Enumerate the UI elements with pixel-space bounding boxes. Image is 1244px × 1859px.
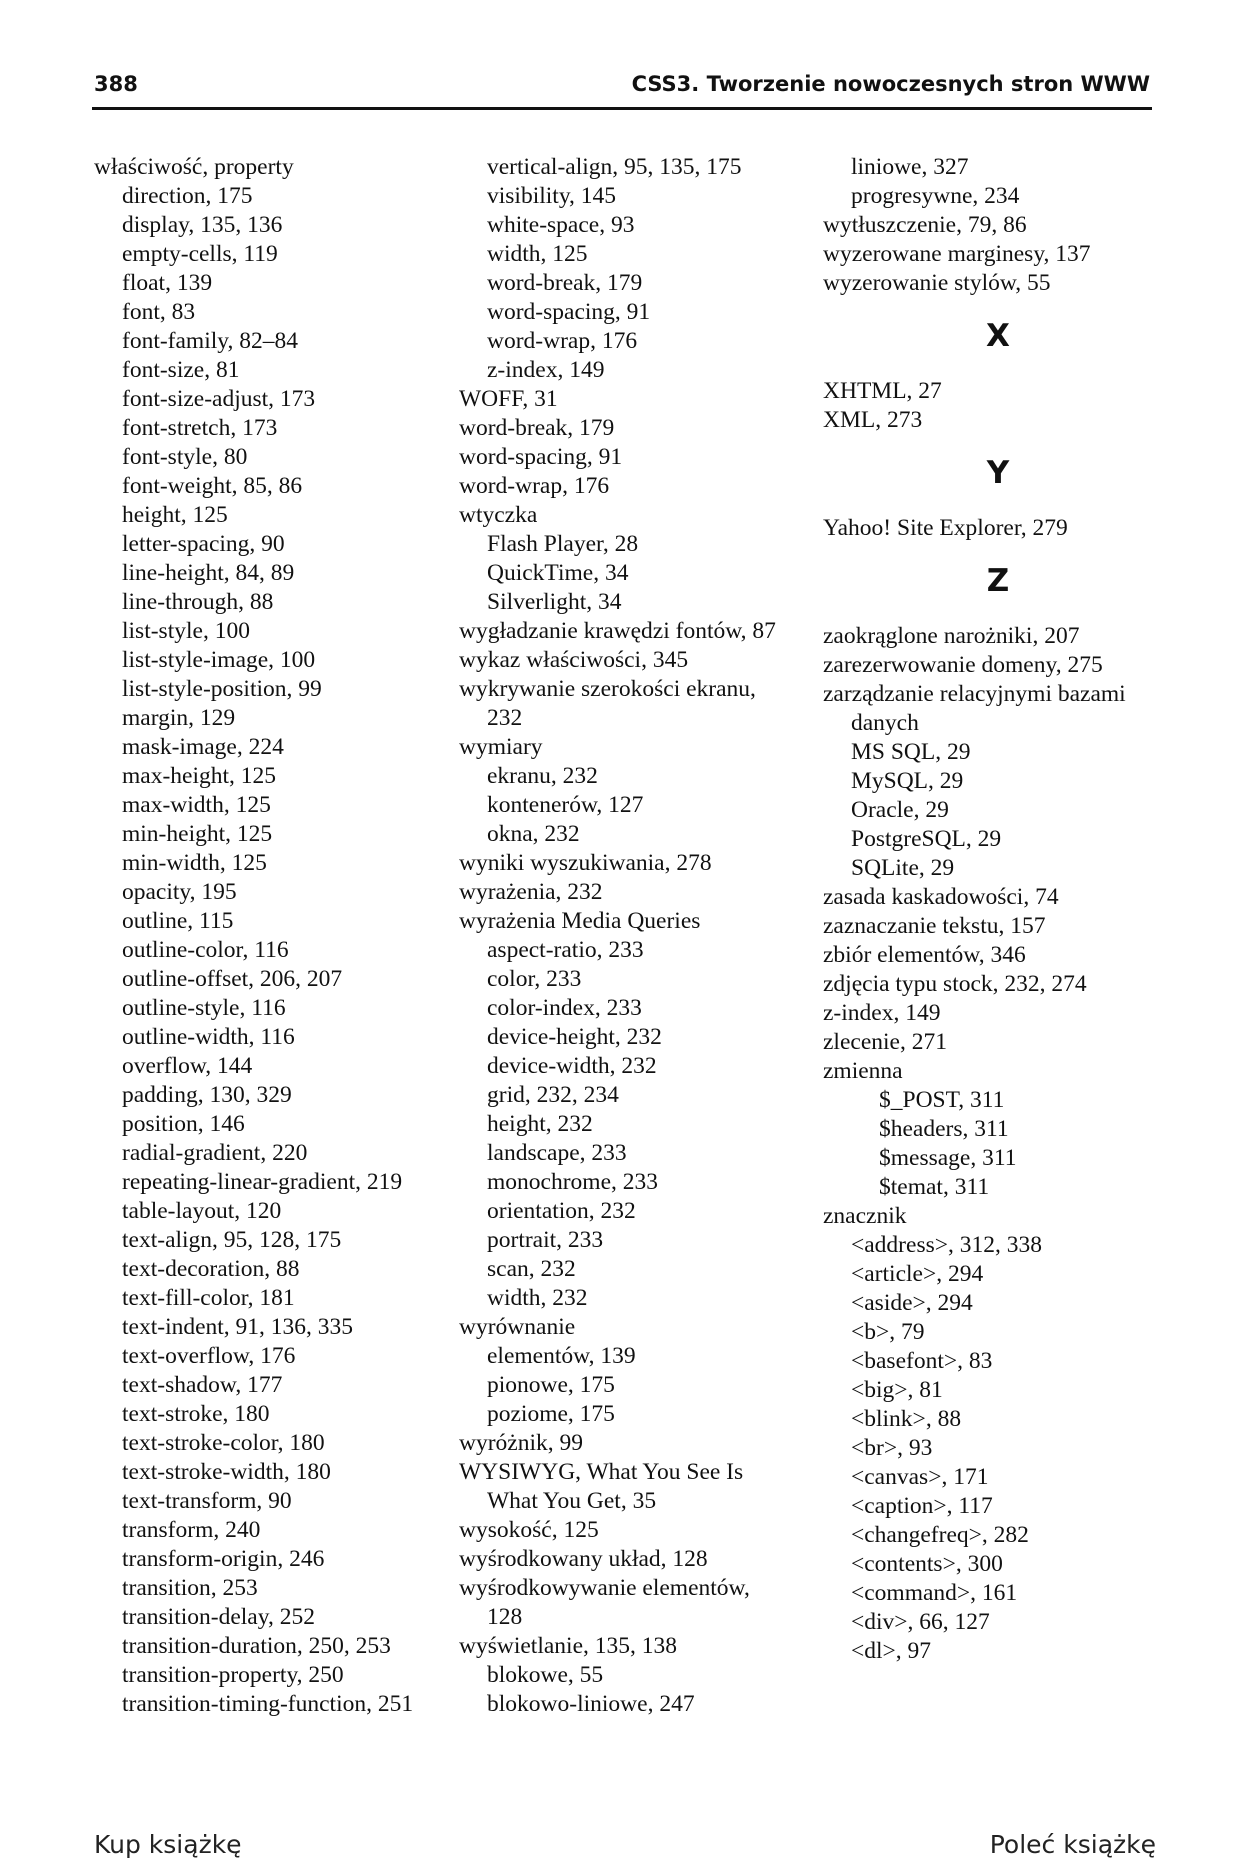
index-subentry: font-size-adjust, 173 [122,386,316,412]
index-subentry: MySQL, 29 [851,768,964,794]
index-entry: z-index, 149 [823,1000,941,1026]
index-subentry: text-overflow, 176 [122,1343,296,1369]
index-subentry: poziome, 175 [487,1401,615,1427]
index-subentry: text-shadow, 177 [122,1372,283,1398]
index-subentry: text-transform, 90 [122,1488,292,1514]
header-rule [92,107,1152,110]
index-subentry: transform, 240 [122,1517,261,1543]
index-subentry: $headers, 311 [879,1116,1009,1142]
index-subentry: word-break, 179 [487,270,643,296]
index-subentry: height, 125 [122,502,228,528]
index-subentry: text-stroke-color, 180 [122,1430,325,1456]
index-subentry: PostgreSQL, 29 [851,826,1002,852]
index-subentry: height, 232 [487,1111,593,1137]
index-entry: wyrażenia Media Queries [459,908,701,934]
index-subentry: outline-offset, 206, 207 [122,966,343,992]
index-subentry: text-stroke, 180 [122,1401,270,1427]
index-entry: wygładzanie krawędzi fontów, 87 [459,618,776,644]
index-subentry: landscape, 233 [487,1140,627,1166]
index-subentry: scan, 232 [487,1256,576,1282]
index-subentry: vertical-align, 95, 135, 175 [487,154,742,180]
book-title: CSS3. Tworzenie nowoczesnych stron WWW [631,72,1150,96]
index-subentry: font-stretch, 173 [122,415,278,441]
index-subentry: direction, 175 [122,183,253,209]
index-entry: XHTML, 27 [823,378,942,404]
index-subentry: text-indent, 91, 136, 335 [122,1314,354,1340]
index-entry: wyśrodkowywanie elementów, [459,1575,750,1601]
index-entry: wymiary [459,734,543,760]
index-entry: wytłuszczenie, 79, 86 [823,212,1027,238]
index-entry: zarządzanie relacyjnymi bazami [823,681,1126,707]
index-subentry: word-wrap, 176 [487,328,638,354]
index-subentry: portrait, 233 [487,1227,604,1253]
index-subentry: text-fill-color, 181 [122,1285,295,1311]
index-subentry: margin, 129 [122,705,236,731]
index-subentry: transition, 253 [122,1575,258,1601]
index-subentry: 232 [487,705,523,731]
index-subentry: width, 125 [487,241,588,267]
buy-book-link[interactable]: Kup książkę [94,1830,242,1859]
index-subentry: pionowe, 175 [487,1372,615,1398]
index-subentry: ekranu, 232 [487,763,598,789]
index-entry: zbiór elementów, 346 [823,942,1026,968]
index-subentry: color-index, 233 [487,995,642,1021]
index-subentry: max-height, 125 [122,763,277,789]
index-subentry: text-align, 95, 128, 175 [122,1227,342,1253]
index-subentry: padding, 130, 329 [122,1082,292,1108]
index-subentry: Flash Player, 28 [487,531,639,557]
index-entry: word-wrap, 176 [459,473,610,499]
index-subentry: device-width, 232 [487,1053,657,1079]
index-subentry: <canvas>, 171 [851,1464,989,1490]
index-entry: wyrównanie [459,1314,576,1340]
index-subentry: okna, 232 [487,821,580,847]
index-column-3 [823,153,1153,1666]
index-subentry: monochrome, 233 [487,1169,658,1195]
index-entry: Yahoo! Site Explorer, 279 [823,515,1068,541]
index-subentry: QuickTime, 34 [487,560,629,586]
index-subentry: outline-width, 116 [122,1024,295,1050]
index-subentry: elementów, 139 [487,1343,636,1369]
index-subentry: <aside>, 294 [851,1290,973,1316]
index-entry: wyróżnik, 99 [459,1430,584,1456]
index-subentry: outline-style, 116 [122,995,286,1021]
index-subentry: $temat, 311 [879,1174,990,1200]
index-subentry: font-size, 81 [122,357,240,383]
index-subentry: outline, 115 [122,908,234,934]
index-subentry: table-layout, 120 [122,1198,282,1224]
index-subentry: overflow, 144 [122,1053,253,1079]
index-subentry: orientation, 232 [487,1198,636,1224]
section-letter: Y [986,455,1010,491]
index-subentry: z-index, 149 [487,357,605,383]
index-subentry: float, 139 [122,270,213,296]
index-subentry: <caption>, 117 [851,1493,993,1519]
index-subentry: text-stroke-width, 180 [122,1459,331,1485]
index-subentry: <big>, 81 [851,1377,943,1403]
index-entry: zarezerwowanie domeny, 275 [823,652,1103,678]
index-subentry: <article>, 294 [851,1261,984,1287]
footer-recommend-link[interactable] [990,1830,1156,1859]
index-subentry: $message, 311 [879,1145,1017,1171]
index-subentry: radial-gradient, 220 [122,1140,308,1166]
index-subentry: min-width, 125 [122,850,267,876]
index-subentry: word-spacing, 91 [487,299,651,325]
index-subentry: aspect-ratio, 233 [487,937,644,963]
index-entry: zmienna [823,1058,903,1084]
index-subentry: font-family, 82–84 [122,328,298,354]
index-entry: wyśrodkowany układ, 128 [459,1546,708,1572]
index-subentry: letter-spacing, 90 [122,531,285,557]
index-subentry: grid, 232, 234 [487,1082,619,1108]
index-subentry: Oracle, 29 [851,797,949,823]
index-subentry: list-style-position, 99 [122,676,322,702]
index-entry: wyrażenia, 232 [459,879,603,905]
index-subentry: blokowe, 55 [487,1662,604,1688]
index-subentry: repeating-linear-gradient, 219 [122,1169,403,1195]
index-subentry: max-width, 125 [122,792,271,818]
index-subentry: opacity, 195 [122,879,237,905]
index-subentry: list-style, 100 [122,618,250,644]
index-subentry: font, 83 [122,299,196,325]
index-entry: znacznik [823,1203,907,1229]
index-subentry: list-style-image, 100 [122,647,316,673]
index-entry: zaokrąglone narożniki, 207 [823,623,1080,649]
index-subentry: 128 [487,1604,523,1630]
index-subentry: font-style, 80 [122,444,248,470]
index-subentry: liniowe, 327 [851,154,969,180]
index-entry: XML, 273 [823,407,923,433]
index-subentry: <changefreq>, 282 [851,1522,1029,1548]
index-subentry: device-height, 232 [487,1024,662,1050]
index-entry: wyniki wyszukiwania, 278 [459,850,712,876]
index-subentry: transform-origin, 246 [122,1546,325,1572]
index-subentry: line-through, 88 [122,589,274,615]
index-entry: zasada kaskadowości, 74 [823,884,1059,910]
index-subentry: empty-cells, 119 [122,241,278,267]
index-entry: zlecenie, 271 [823,1029,947,1055]
index-subentry: MS SQL, 29 [851,739,971,765]
index-entry: wysokość, 125 [459,1517,599,1543]
index-subentry: kontenerów, 127 [487,792,644,818]
index-entry: WYSIWYG, What You See Is [459,1459,744,1485]
index-subentry: blokowo-liniowe, 247 [487,1691,695,1717]
index-subentry: SQLite, 29 [851,855,955,881]
index-subentry: What You Get, 35 [487,1488,657,1514]
index-subentry: white-space, 93 [487,212,635,238]
index-entry: zaznaczanie tekstu, 157 [823,913,1046,939]
index-subentry: transition-property, 250 [122,1662,344,1688]
index-subentry: text-decoration, 88 [122,1256,300,1282]
index-subentry: color, 233 [487,966,582,992]
index-entry: właściwość, property [94,154,294,180]
index-subentry: <div>, 66, 127 [851,1609,990,1635]
index-entry: wykaz właściwości, 345 [459,647,689,673]
index-subentry: <blink>, 88 [851,1406,962,1432]
index-subentry: width, 232 [487,1285,588,1311]
footer-buy-link[interactable] [94,1830,242,1859]
index-subentry: min-height, 125 [122,821,273,847]
section-letter: Z [986,563,1010,599]
index-subentry: outline-color, 116 [122,937,289,963]
index-subentry: danych [851,710,919,736]
index-subentry: progresywne, 234 [851,183,1020,209]
index-column-1 [94,153,454,1719]
index-subentry: transition-timing-function, 251 [122,1691,414,1717]
index-subentry: <b>, 79 [851,1319,925,1345]
index-subentry: transition-delay, 252 [122,1604,315,1630]
index-entry: wyświetlanie, 135, 138 [459,1633,677,1659]
index-entry: WOFF, 31 [459,386,558,412]
index-subentry: <contents>, 300 [851,1551,1003,1577]
index-entry: wtyczka [459,502,538,528]
index-subentry: transition-duration, 250, 253 [122,1633,391,1659]
index-subentry: mask-image, 224 [122,734,284,760]
index-subentry: font-weight, 85, 86 [122,473,303,499]
index-subentry: position, 146 [122,1111,245,1137]
index-subentry: Silverlight, 34 [487,589,622,615]
index-subentry: <basefont>, 83 [851,1348,993,1374]
index-column-2 [459,153,804,1719]
index-subentry: $_POST, 311 [879,1087,1005,1113]
index-subentry: line-height, 84, 89 [122,560,295,586]
index-subentry: <address>, 312, 338 [851,1232,1042,1258]
page-number: 388 [94,72,138,96]
index-entry: word-spacing, 91 [459,444,623,470]
index-entry: wykrywanie szerokości ekranu, [459,676,756,702]
index-entry: word-break, 179 [459,415,615,441]
index-subentry: <dl>, 97 [851,1638,932,1664]
index-subentry: visibility, 145 [487,183,617,209]
recommend-book-link[interactable]: Poleć książkę [989,1830,1156,1859]
index-entry: wyzerowane marginesy, 137 [823,241,1091,267]
index-subentry: <command>, 161 [851,1580,1018,1606]
page-header [94,72,1150,108]
index-subentry: <br>, 93 [851,1435,933,1461]
section-letter: X [986,318,1010,354]
index-entry: zdjęcia typu stock, 232, 274 [823,971,1087,997]
index-subentry: display, 135, 136 [122,212,283,238]
index-entry: wyzerowanie stylów, 55 [823,270,1051,296]
